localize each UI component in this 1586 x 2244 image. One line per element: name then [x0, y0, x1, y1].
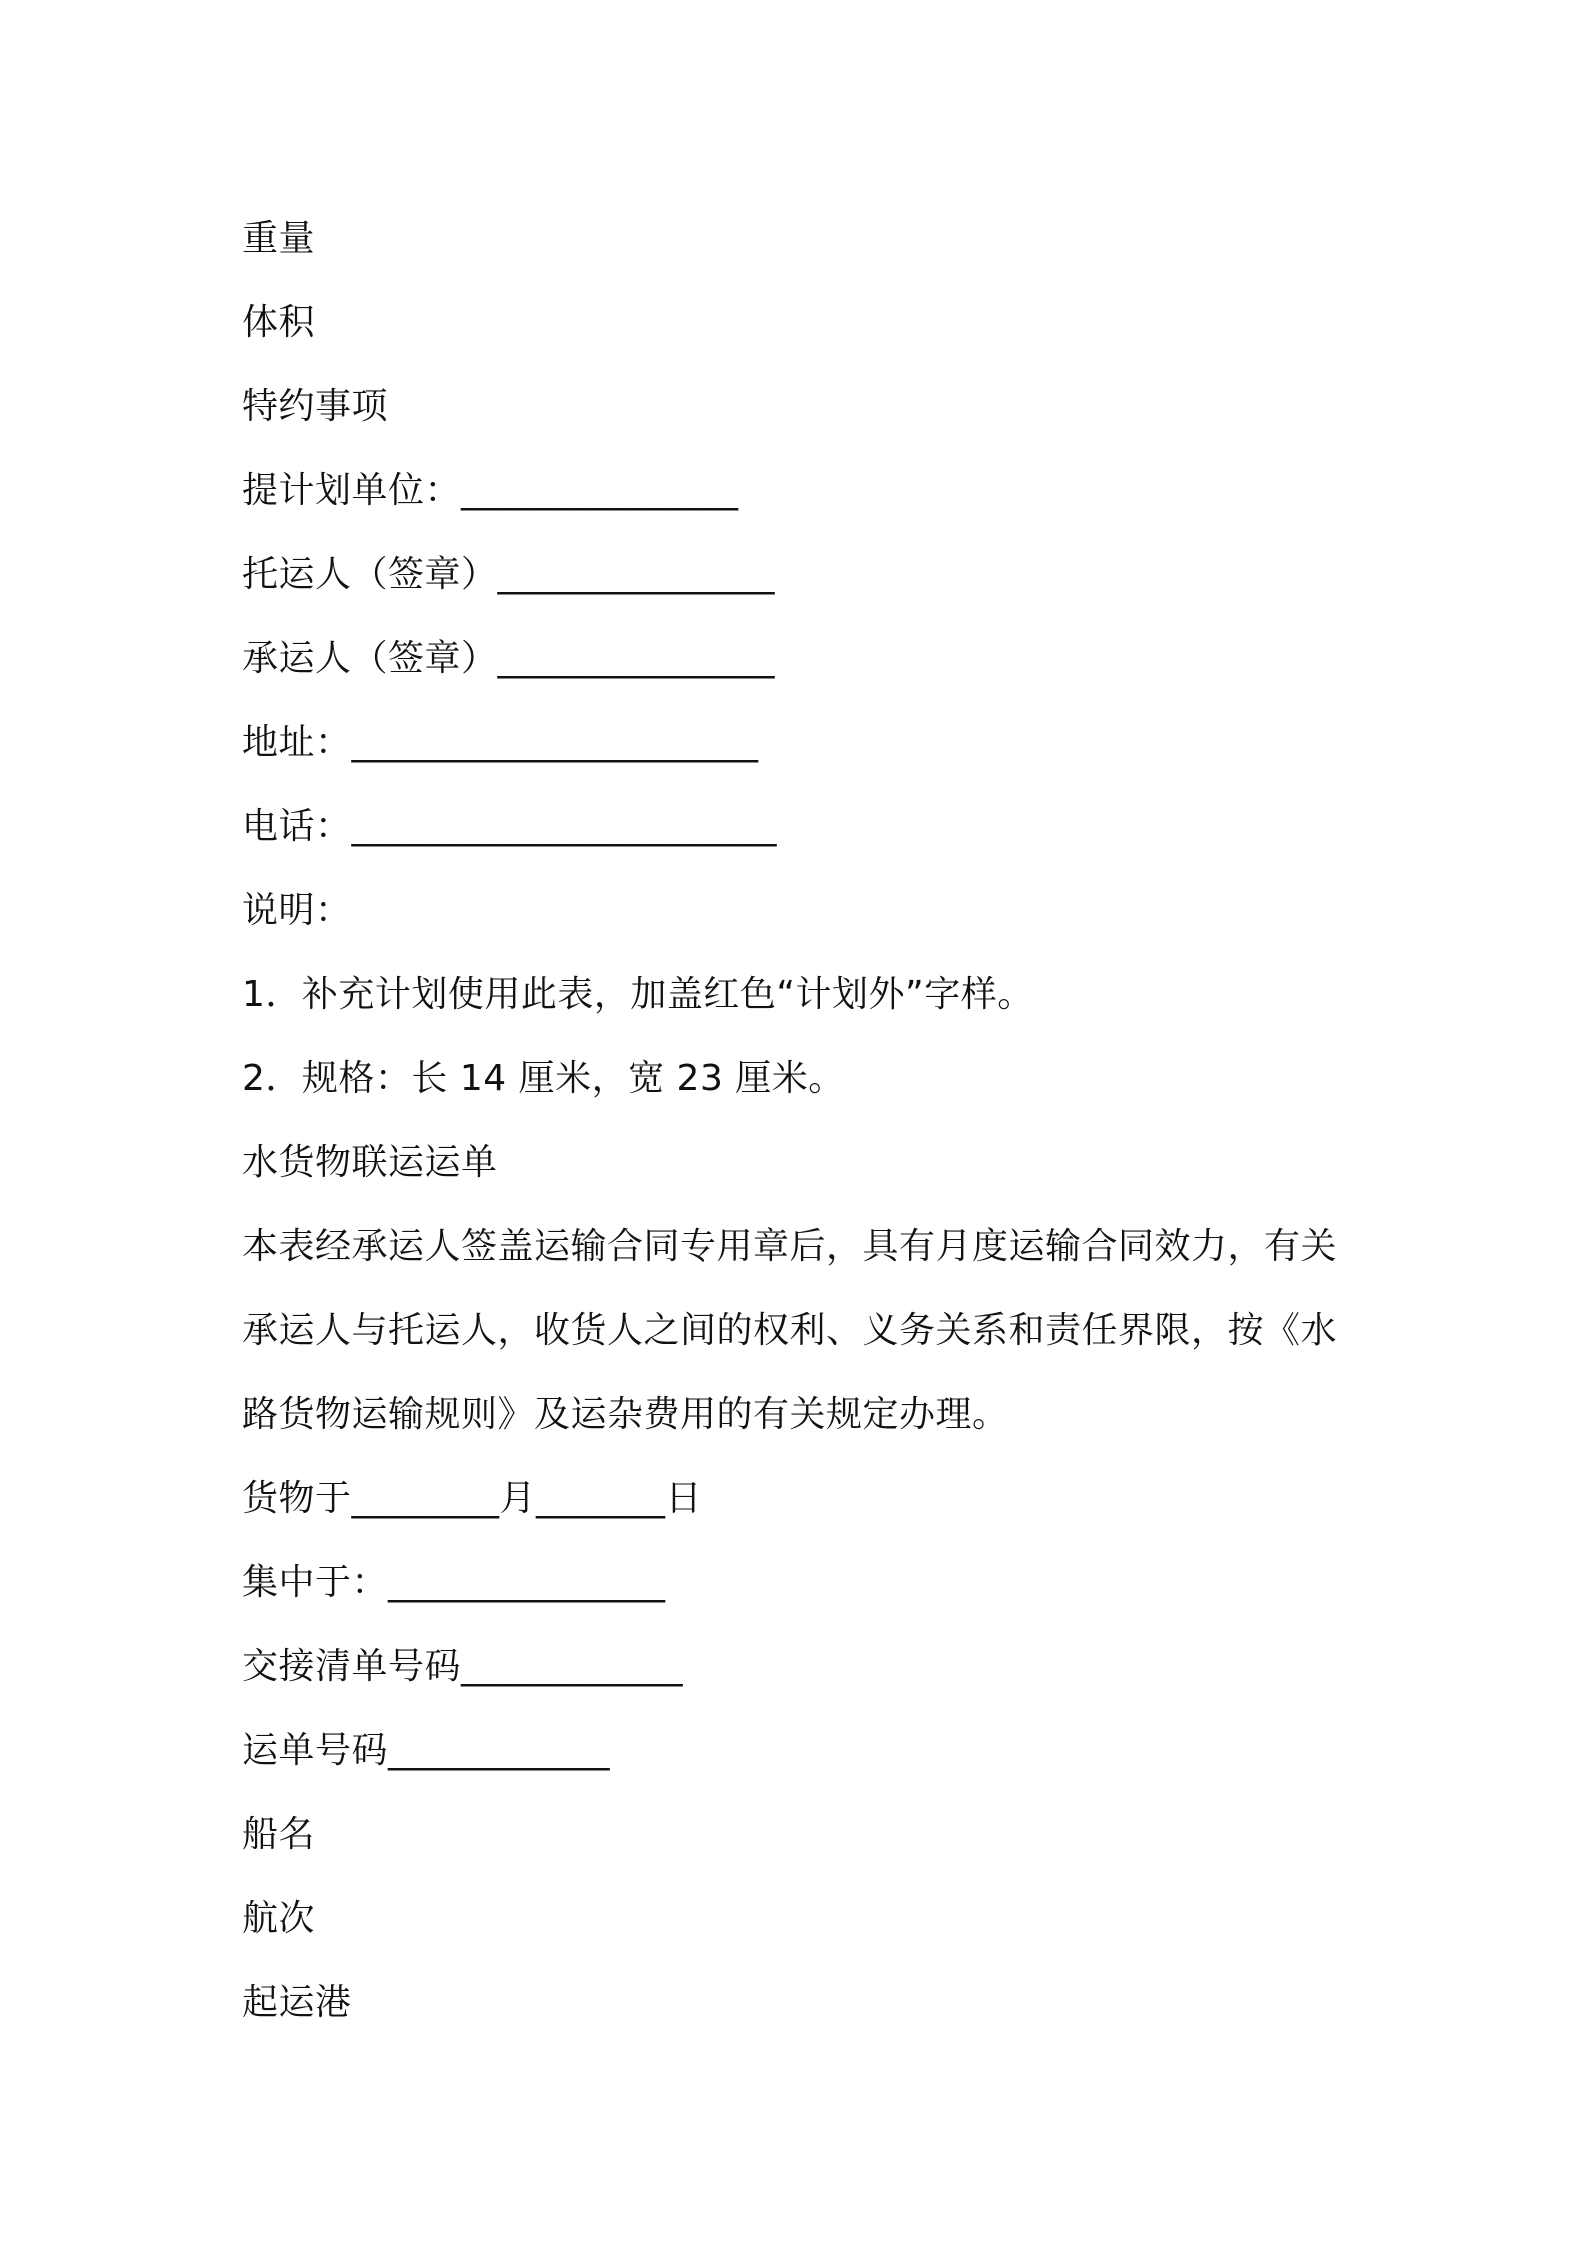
section-title: 水货物联运运单: [242, 1142, 498, 1183]
note-item-2: 2．规格：长 14 厘米，宽 23 厘米。: [242, 1058, 845, 1099]
terms-paragraph: 本表经承运人签盖运输合同专用章后，具有月度运输合同效力，有关承运人与托运人，收货人之间的权利、义务关系和责任界限，按《水路货物运输规则》及运杂费用的有关规定办理。: [242, 1226, 1338, 1435]
field-carrier-signature: 承运人（签章）_______________: [242, 638, 776, 679]
field-vessel-name: 船名: [242, 1814, 316, 1855]
notes-heading: 说明：: [242, 890, 352, 931]
field-goods-date: 货物于________月_______日: [242, 1478, 703, 1519]
field-concentrated-at: 集中于：_______________: [242, 1562, 666, 1603]
note-item-1: 1．补充计划使用此表，加盖红色“计划外”字样。: [242, 974, 1034, 1015]
field-shipper-signature: 托运人（签章）_______________: [242, 554, 776, 595]
field-volume: 体积: [242, 302, 316, 343]
field-address: 地址：______________________: [242, 722, 759, 763]
field-weight: 重量: [242, 218, 316, 259]
field-special-terms: 特约事项: [242, 386, 389, 427]
field-planning-unit: 提计划单位：_______________: [242, 470, 739, 511]
field-departure-port: 起运港: [242, 1982, 352, 2023]
document-body: [242, 197, 1362, 2045]
field-voyage: 航次: [242, 1898, 316, 1939]
field-waybill-number: 运单号码____________: [242, 1730, 611, 1771]
field-phone: 电话：_______________________: [242, 806, 778, 847]
field-handover-list-number: 交接清单号码____________: [242, 1646, 684, 1687]
